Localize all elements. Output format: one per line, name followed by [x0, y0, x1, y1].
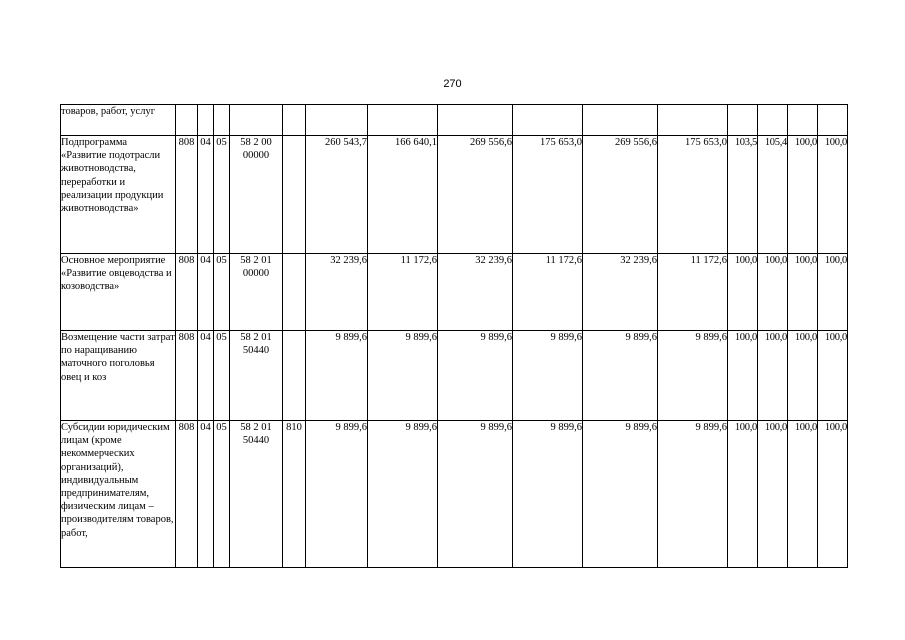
value-5: 9 899,6 [583, 331, 658, 421]
value-3: 32 239,6 [438, 254, 513, 331]
percent-1: 100,0 [728, 421, 758, 568]
percent-2 [758, 105, 788, 136]
value-2: 166 640,1 [368, 136, 438, 254]
subsection-code: 05 [214, 136, 230, 254]
value-6: 9 899,6 [658, 421, 728, 568]
value-3: 269 556,6 [438, 136, 513, 254]
table-row [61, 105, 848, 136]
value-6 [658, 105, 728, 136]
expense-type-code: 810 [283, 421, 306, 568]
value-3: 9 899,6 [438, 421, 513, 568]
percent-3: 100,0 [788, 331, 818, 421]
row-name: Возмещение части затрат по наращиванию маточного поголовья овец и коз [61, 331, 176, 421]
subsection-code: 05 [214, 331, 230, 421]
percent-1: 103,5 [728, 136, 758, 254]
value-6: 11 172,6 [658, 254, 728, 331]
percent-4: 100,0 [818, 254, 848, 331]
percent-4 [818, 105, 848, 136]
value-5: 269 556,6 [583, 136, 658, 254]
table-row [61, 421, 848, 568]
value-4: 175 653,0 [513, 136, 583, 254]
target-article-code [230, 136, 283, 254]
target-article-part2: 00000 [242, 150, 270, 162]
section-code: 04 [198, 254, 214, 331]
percent-2: 105,4 [758, 136, 788, 254]
target-article-code [230, 254, 283, 331]
value-2: 9 899,6 [368, 331, 438, 421]
target-article-part2: 50440 [242, 345, 270, 357]
value-2 [368, 105, 438, 136]
percent-4: 100,0 [818, 331, 848, 421]
admin-code: 808 [176, 254, 198, 331]
percent-2: 100,0 [758, 421, 788, 568]
target-article-part1: 58 2 01 [240, 422, 272, 433]
admin-code: 808 [176, 421, 198, 568]
value-4 [513, 105, 583, 136]
row-name: Подпрограмма «Развитие подотрасли животноводства, переработки и реализации продукции животноводства» [61, 136, 176, 254]
percent-3: 100,0 [788, 421, 818, 568]
percent-1 [728, 105, 758, 136]
percent-3: 100,0 [788, 136, 818, 254]
section-code [198, 105, 214, 136]
section-code: 04 [198, 421, 214, 568]
admin-code: 808 [176, 136, 198, 254]
page-number: 270 [443, 78, 462, 90]
admin-code [176, 105, 198, 136]
target-article-part2: 50440 [242, 435, 270, 447]
table-row [61, 331, 848, 421]
percent-3: 100,0 [788, 254, 818, 331]
percent-2: 100,0 [758, 331, 788, 421]
percent-1: 100,0 [728, 331, 758, 421]
row-name: товаров, работ, услуг [61, 105, 176, 136]
value-2: 9 899,6 [368, 421, 438, 568]
value-6: 175 653,0 [658, 136, 728, 254]
value-1: 260 543,7 [306, 136, 368, 254]
target-article-code [230, 421, 283, 568]
target-article-code [230, 105, 283, 136]
target-article-part1: 58 2 00 [240, 137, 272, 148]
table-row [61, 136, 848, 254]
section-code: 04 [198, 136, 214, 254]
value-4: 9 899,6 [513, 421, 583, 568]
value-5: 9 899,6 [583, 421, 658, 568]
expense-type-code [283, 136, 306, 254]
value-5: 32 239,6 [583, 254, 658, 331]
value-3: 9 899,6 [438, 331, 513, 421]
budget-table [60, 104, 848, 568]
target-article-part2: 00000 [242, 268, 270, 280]
percent-2: 100,0 [758, 254, 788, 331]
percent-3 [788, 105, 818, 136]
value-6: 9 899,6 [658, 331, 728, 421]
target-article-code [230, 331, 283, 421]
section-code: 04 [198, 331, 214, 421]
percent-1: 100,0 [728, 254, 758, 331]
value-1: 32 239,6 [306, 254, 368, 331]
row-name: Субсидии юридическим лицам (кроме некоммерческих организаций), индивидуальным предпринимателям, физическим лицам – производителям товаров, работ, [61, 421, 176, 568]
value-3 [438, 105, 513, 136]
value-4: 9 899,6 [513, 331, 583, 421]
expense-type-code [283, 254, 306, 331]
value-1: 9 899,6 [306, 331, 368, 421]
admin-code: 808 [176, 331, 198, 421]
row-name: Основное мероприятие «Развитие овцеводства и козоводства» [61, 254, 176, 331]
target-article-part1: 58 2 01 [240, 332, 272, 343]
value-1: 9 899,6 [306, 421, 368, 568]
value-4: 11 172,6 [513, 254, 583, 331]
expense-type-code [283, 105, 306, 136]
subsection-code: 05 [214, 421, 230, 568]
value-1 [306, 105, 368, 136]
percent-4: 100,0 [818, 421, 848, 568]
target-article-part1: 58 2 01 [240, 255, 272, 266]
value-5 [583, 105, 658, 136]
subsection-code [214, 105, 230, 136]
value-2: 11 172,6 [368, 254, 438, 331]
table-row [61, 254, 848, 331]
expense-type-code [283, 331, 306, 421]
percent-4: 100,0 [818, 136, 848, 254]
subsection-code: 05 [214, 254, 230, 331]
